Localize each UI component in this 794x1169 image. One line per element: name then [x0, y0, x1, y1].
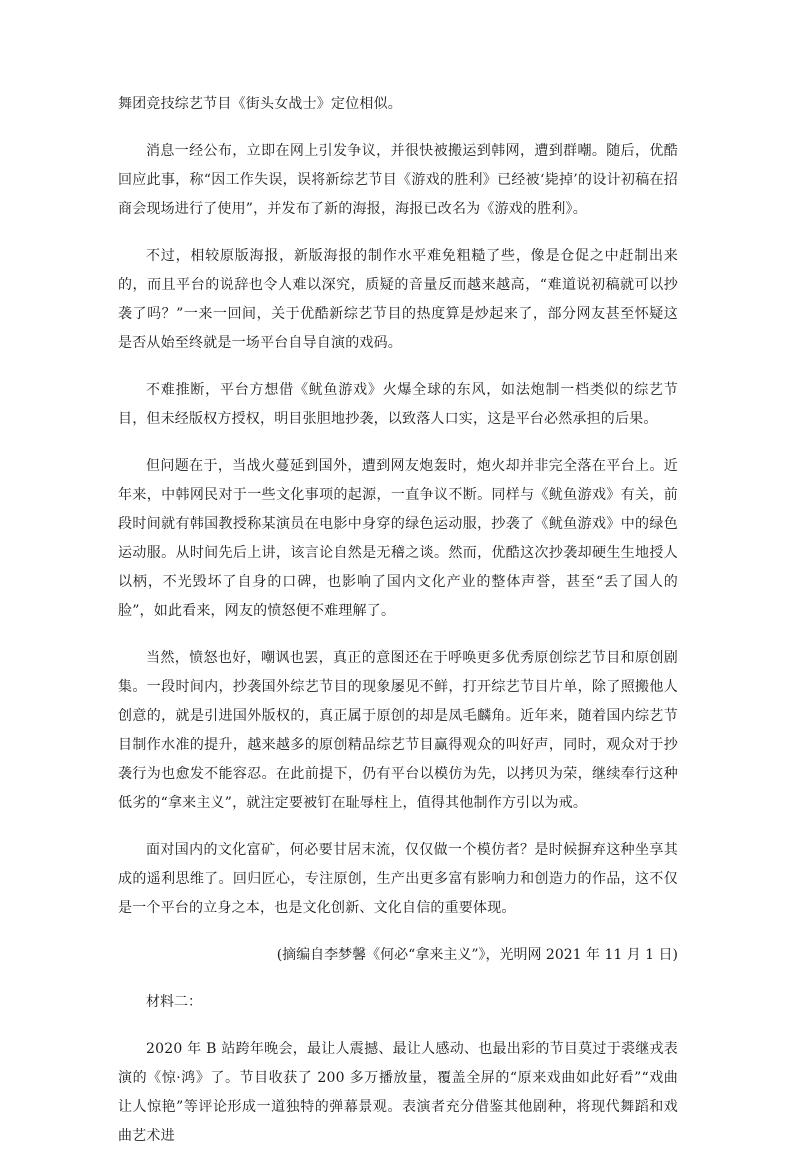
- paragraph: 2020 年 B 站跨年晚会，最让人震撼、最让人感动、也最出彩的节目莫过于裘继戎表演的《惊·鸿》了。节目收获了 200 多万播放量，覆盖全屏的“原来戏曲如此好看”“戏曲让人惊艳”等评论形成一道独特的弹幕景观。表演者充分借鉴其他剧种，将现代舞蹈和戏曲艺术进: [118, 1041, 678, 1144]
- paragraph: 面对国内的文化富矿，何必要甘居末流，仅仅做一个模仿者？是时候摒弃这种坐享其成的遥利思维了。回归匠心，专注原创，生产出更多富有影响力和创造力的作品，这不仅是一个平台的立身之本，也是文化创新、文化自信的重要体现。: [118, 842, 678, 916]
- paragraph-continuation: 舞团竞技综艺节目《街头女战士》定位相似。: [118, 96, 402, 112]
- paragraph: 消息一经公布，立即在网上引发争议，并很快被搬运到韩网，遭到群嘲。随后，优酷回应此事，称“因工作失误，误将新综艺节目《游戏的胜利》已经被‘毙掉’的设计初稿在招商会现场进行了使用”，并发布了新的海报，海报已改名为《游戏的胜利》。: [118, 143, 678, 217]
- document-body: [118, 90, 678, 1169]
- paragraph: 当然，愤怒也好，嘲讽也罢，真正的意图还在于呼唤更多优秀原创综艺节目和原创剧集。一段时间内，抄袭国外综艺节目的现象屡见不鲜，打开综艺节目片单，除了照搬他人创意的，就是引进国外版权的，真正属于原创的却是凤毛麟角。近年来，随着国内综艺节目制作水准的提升，越来越多的原创精品综艺节目赢得观众的叫好声，同时，观众对于抄袭行为也愈发不能容忍。在此前提下，仍有平台以模仿为先，以拷贝为荣，继续奉行这种低劣的“拿来主义”，就注定要被钉在耻辱柱上，值得其他制作方引以为戒。: [118, 650, 678, 811]
- paragraph: 但问题在于，当战火蔓延到国外，遭到网友炮轰时，炮火却并非完全落在平台上。近年来，中韩网民对于一些文化事项的起源，一直争议不断。同样与《鱿鱼游戏》有关，前段时间就有韩国教授称某演员在电影中身穿的绿色运动服，抄袭了《鱿鱼游戏》中的绿色运动服。从时间先后上讲，该言论自然是无稽之谈。然而，优酷这次抄袭却硬生生地授人以柄，不光毁坏了自身的口碑，也影响了国内文化产业的整体声誉，甚至“丢了国人的脸”，如此看来，网友的愤怒便不难理解了。: [118, 458, 678, 619]
- source-citation: (摘编自李梦馨《何必“拿来主义”》，光明网 2021 年 11 月 1 日): [276, 947, 678, 963]
- paragraph: 不难推断，平台方想借《鱿鱼游戏》火爆全球的东风，如法炮制一档类似的综艺节目，但未经版权方授权，明目张胆地抄袭，以致落人口实，这是平台必然承担的后果。: [118, 382, 678, 427]
- section-heading: 材料二：: [146, 994, 202, 1010]
- paragraph: 不过，相较原版海报，新版海报的制作水平难免粗糙了些，像是仓促之中赶制出来的，而且平台的说辞也令人难以深究，质疑的音量反而越来越高，“难道说初稿就可以抄袭了吗？”一来一回间，关于优酷新综艺节目的热度算是炒起来了，部分网友甚至怀疑这是否从始至终就是一场平台自导自演的戏码。: [118, 248, 678, 351]
